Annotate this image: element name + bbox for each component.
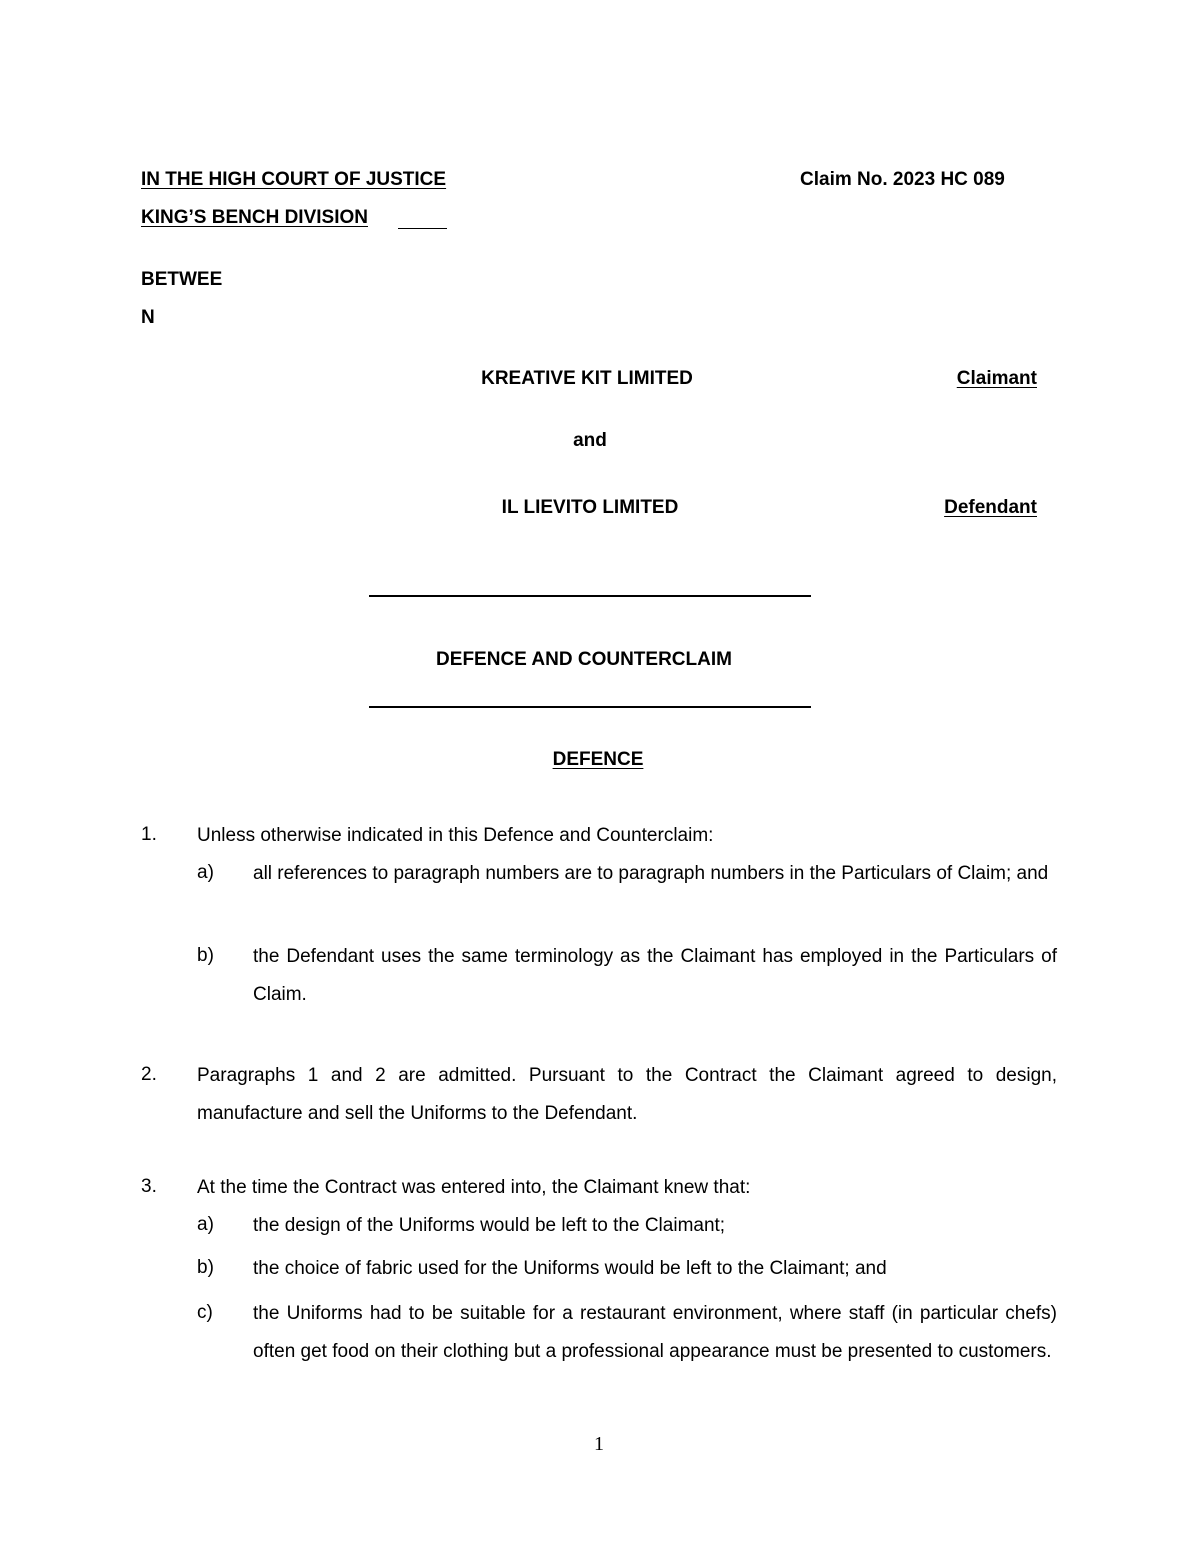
item-text: the choice of fabric used for the Uniforms would be left to the Claimant; and <box>253 1258 887 1279</box>
item-text: all references to paragraph numbers are to paragraph numbers in the Particulars of Claim; and <box>253 863 1049 884</box>
between-label-line1: BETWEE <box>141 269 223 290</box>
item-label: b) <box>197 945 214 966</box>
document-title: DEFENCE AND COUNTERCLAIM <box>436 649 732 670</box>
paragraph-text: Unless otherwise indicated in this Defence and Counterclaim: <box>197 825 714 846</box>
item-text: the Uniforms had to be suitable for a restaurant environment, where staff (in particular chefs) often get food on their clothing but a professional appearance must be presented to customers. <box>253 1303 1057 1362</box>
paragraph-text: At the time the Contract was entered into, the Claimant knew that: <box>197 1177 751 1198</box>
claim-number: Claim No. 2023 HC 089 <box>800 169 1005 190</box>
item-label: c) <box>197 1302 213 1323</box>
page-number: 1 <box>594 1433 604 1455</box>
item-label: b) <box>197 1257 214 1278</box>
paragraph-number: 1. <box>141 824 157 845</box>
section-heading: DEFENCE <box>552 749 644 770</box>
defendant-name: IL LIEVITO LIMITED <box>501 497 679 518</box>
claimant-name: KREATIVE KIT LIMITED <box>481 368 693 389</box>
court-name: IN THE HIGH COURT OF JUSTICE <box>141 169 447 190</box>
paragraph-number: 2. <box>141 1064 157 1085</box>
title-rule-bottom <box>369 706 811 708</box>
between-label-line2: N <box>141 307 155 328</box>
court-division: KING’S BENCH DIVISION <box>141 207 368 228</box>
defendant-role: Defendant <box>944 497 1037 518</box>
item-label: a) <box>197 1214 214 1235</box>
paragraph-text: Paragraphs 1 and 2 are admitted. Pursuant to the Contract the Claimant agreed to design, manufacture and sell the Uniforms to the Defendant. <box>197 1065 1057 1124</box>
item-text: the Defendant uses the same terminology as the Claimant has employed in the Particulars of Claim. <box>253 946 1057 1005</box>
paragraph-number: 3. <box>141 1176 157 1197</box>
title-rule-top <box>369 595 811 597</box>
claimant-role: Claimant <box>956 368 1037 389</box>
and-connector: and <box>573 430 607 451</box>
item-label: a) <box>197 862 214 883</box>
division-underline-extension <box>398 228 447 229</box>
item-text: the design of the Uniforms would be left to the Claimant; <box>253 1215 726 1236</box>
